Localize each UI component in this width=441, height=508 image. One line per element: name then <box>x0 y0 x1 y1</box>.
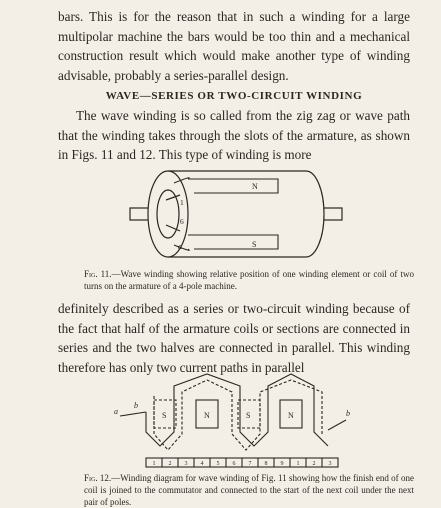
end-label-a: a <box>114 407 118 416</box>
wave-coil-path-1 <box>146 374 328 446</box>
commutator-segment-4: 4 <box>200 461 204 467</box>
commutator-segment-11: 2 <box>312 461 316 467</box>
figure-12-caption-label: Fig. 12. <box>84 473 112 483</box>
commutator-segment-10: 1 <box>296 461 300 467</box>
lead-a <box>120 412 146 416</box>
figure-11-caption-label: Fig. 11. <box>84 269 112 279</box>
commutator-segment-9: 9 <box>280 461 284 467</box>
pole-label-s2: S <box>246 411 251 420</box>
commutator-segment-3: 3 <box>184 461 188 467</box>
section-heading: WAVE—SERIES OR TWO-CIRCUIT WINDING <box>105 90 363 102</box>
figure-12-caption <box>84 472 414 508</box>
body-paragraph-2: The wave winding is so called from the zig zag or wave path that the winding takes through the slots of the armature, as shown in Figs. 11 and 12. This type of winding is more <box>58 108 410 163</box>
figure-11-caption-text: —Wave winding showing relative position of one winding element or coil of two turns on the armature of a 4-pole machine. <box>84 269 414 291</box>
figure-12-winding-diagram <box>110 372 370 468</box>
pole-label-s1: S <box>162 411 167 420</box>
figure-11-armature-drawing <box>128 165 348 265</box>
pole-label-n: N <box>252 182 258 191</box>
lead-b <box>328 420 346 430</box>
commutator-segment-6: 6 <box>232 461 236 467</box>
coil-label-1: 1 <box>180 198 184 207</box>
body-paragraph-3: definitely described as a series or two-circuit winding because of the fact that half of the armature coils or sections are connected in series and the two halves are connected in parallel. This winding therefore has only two current paths in parallel <box>58 301 410 375</box>
pole-label-n1: N <box>204 411 210 420</box>
pole-label-n2: N <box>288 411 294 420</box>
commutator-segment-2: 2 <box>168 461 172 467</box>
armature-end-face <box>148 171 188 257</box>
commutator-segment-1: 1 <box>152 461 156 467</box>
pole-label-s: S <box>252 240 257 249</box>
commutator-segment-8: 8 <box>264 461 268 467</box>
coil-label-6: 6 <box>180 217 184 226</box>
commutator-segment-5: 5 <box>216 461 220 467</box>
commutator-segment-12: 3 <box>328 461 332 467</box>
armature-cylinder <box>168 171 324 257</box>
end-label-b-left: b <box>134 401 138 410</box>
body-paragraph-1: bars. This is for the reason that in such a winding for a large multipolar machine the bars would be too thin and a mechanical construction result which would make another type of winding advisable, probably a series-parallel design. <box>58 9 410 83</box>
end-label-b-right: b <box>346 409 350 418</box>
commutator-segment-7: 7 <box>248 461 252 467</box>
figure-11-caption <box>84 268 414 292</box>
coil-label-a: a <box>178 242 182 251</box>
figure-12-caption-text: —Winding diagram for wave winding of Fig. 11 showing how the finish end of one coil is joined to the commutator and connected to the start of the next coil under the next pair of poles. <box>84 473 414 507</box>
